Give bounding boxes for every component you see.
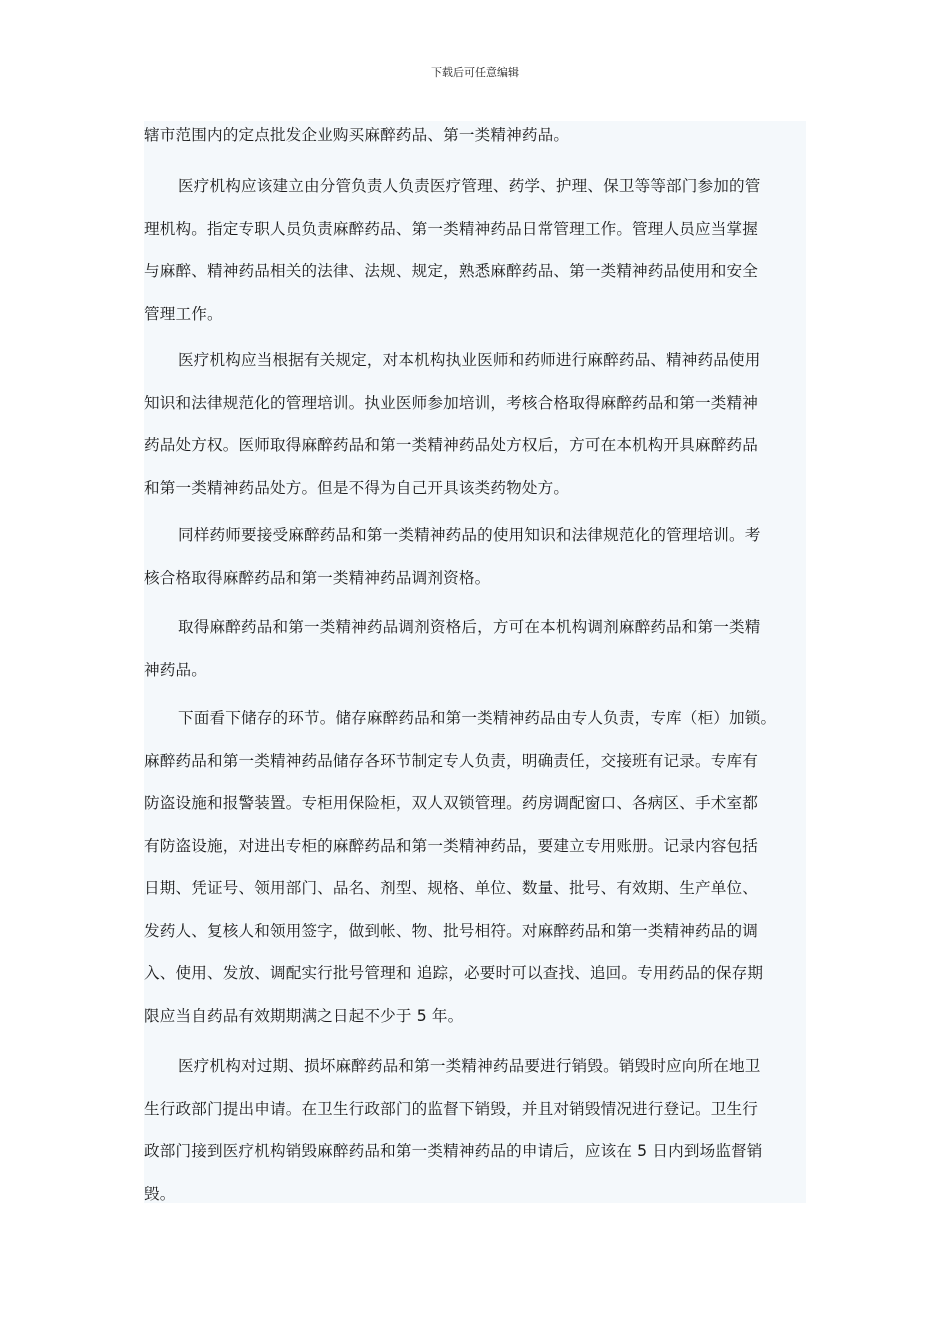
- text-line: 政部门接到医疗机构销毁麻醉药品和第一类精神药品的申请后，应该在 5 日内到场监督销: [144, 1142, 763, 1160]
- document-body: [144, 121, 806, 1203]
- text-line: 神药品。: [144, 660, 207, 679]
- text-line: 防盗设施和报警装置。专柜用保险柜，双人双锁管理。药房调配窗口、各病区、手术室都: [144, 794, 759, 812]
- text-line: 限应当自药品有效期期满之日起不少于 5 年。: [144, 1006, 464, 1025]
- paragraph: [144, 606, 806, 691]
- text-line: 知识和法律规范化的管理培训。执业医师参加培训，考核合格取得麻醉药品和第一类精神: [144, 393, 759, 412]
- paragraph: [144, 1045, 806, 1215]
- text-line: 和第一类精神药品处方。但是不得为自己开具该类药物处方。: [144, 478, 570, 497]
- text-line: 医疗机构应该建立由分管负责人负责医疗管理、药学、护理、保卫等等部门参加的管: [178, 177, 761, 195]
- text-line: 理机构。指定专职人员负责麻醉药品、第一类精神药品日常管理工作。管理人员应当掌握: [144, 219, 759, 238]
- text-line: 发药人、复核人和领用签字，做到帐、物、批号相符。对麻醉药品和第一类精神药品的调: [144, 921, 759, 940]
- paragraph: [144, 165, 806, 335]
- text-line: 辖市范围内的定点批发企业购买麻醉药品、第一类精神药品。: [144, 126, 570, 144]
- text-line: 有防盗设施，对进出专柜的麻醉药品和第一类精神药品，要建立专用账册。记录内容包括: [144, 836, 759, 855]
- text-line: 取得麻醉药品和第一类精神药品调剂资格后，方可在本机构调剂麻醉药品和第一类精: [178, 618, 761, 636]
- text-line: 下面看下储存的环节。储存麻醉药品和第一类精神药品由专人负责，专库（柜）加锁。: [178, 709, 777, 727]
- text-line: 管理工作。: [144, 304, 223, 323]
- paragraph: [144, 514, 806, 599]
- text-line: 麻醉药品和第一类精神药品储存各环节制定专人负责，明确责任，交接班有记录。专库有: [144, 751, 759, 770]
- paragraph: [144, 697, 806, 1037]
- text-line: 毁。: [144, 1184, 176, 1203]
- text-line: 医疗机构对过期、损坏麻醉药品和第一类精神药品要进行销毁。销毁时应向所在地卫: [178, 1057, 761, 1075]
- text-line: 同样药师要接受麻醉药品和第一类精神药品的使用知识和法律规范化的管理培训。考: [178, 526, 761, 544]
- text-line: 与麻醉、精神药品相关的法律、法规、规定，熟悉麻醉药品、第一类精神药品使用和安全: [144, 262, 759, 280]
- text-line: 日期、凭证号、领用部门、品名、剂型、规格、单位、数量、批号、有效期、生产单位、: [144, 879, 759, 897]
- text-line: 生行政部门提出申请。在卫生行政部门的监督下销毁，并且对销毁情况进行登记。卫生行: [144, 1099, 759, 1118]
- paragraph: [144, 339, 806, 509]
- text-line: 核合格取得麻醉药品和第一类精神药品调剂资格。: [144, 568, 491, 587]
- text-line: 医疗机构应当根据有关规定，对本机构执业医师和药师进行麻醉药品、精神药品使用: [178, 351, 761, 369]
- text-line: 入、使用、发放、调配实行批号管理和 追踪，必要时可以查找、追回。专用药品的保存期: [144, 964, 764, 982]
- paragraph: [144, 114, 806, 157]
- page-header-note: 下载后可任意编辑: [431, 66, 519, 79]
- text-line: 药品处方权。医师取得麻醉药品和第一类精神药品处方权后，方可在本机构开具麻醉药品: [144, 436, 759, 454]
